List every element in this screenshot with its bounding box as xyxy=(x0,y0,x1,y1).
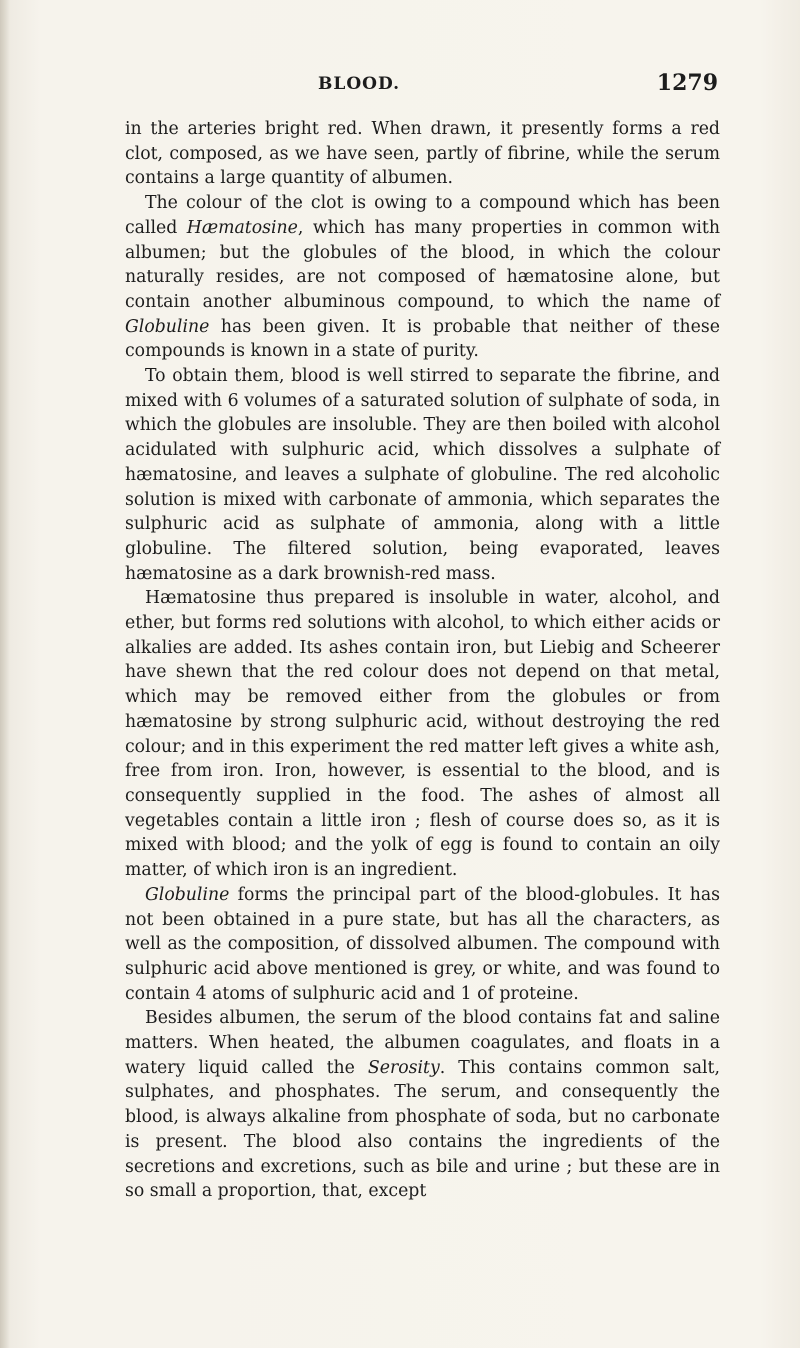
paragraph xyxy=(125,117,720,191)
page-number: 1279 xyxy=(656,70,718,96)
term-globuline: Globuline xyxy=(125,316,210,337)
body-text xyxy=(125,117,720,1204)
page-header xyxy=(120,70,718,104)
term-haematosine: Hæmatosine xyxy=(186,217,298,238)
paragraph xyxy=(125,1006,720,1204)
text-run: To obtain them, blood is well stirred to separate the fibrine, and mixed with 6 volumes of a saturated solution of sulphate of soda, in which the globules are insoluble. They are then boiled with alcohol acidulated with sulphuric acid, which dissolves a sulphate of hæmatosine, and leaves a sulphate of globuline. The red alcoholic solution is mixed with carbonate of ammonia, which separates the sulphuric acid as sulphate of ammonia, along with a little globuline. The filtered solution, being evaporated, leaves hæmatosine as a dark brownish-red mass. xyxy=(125,366,720,584)
term-globuline: Globuline xyxy=(145,884,230,905)
text-run: , which has many properties in common with albumen; but the globules of the blood, in which the colour naturally resides, are not composed of hæmatosine alone, but contain another albuminous compound, to which the name of xyxy=(125,217,720,312)
text-run: in the arteries bright red. When drawn, it presently forms a red clot, composed, as we have seen, partly of fibrine, while the serum contains a large quantity of albumen. xyxy=(125,119,720,189)
paragraph xyxy=(125,191,720,364)
paragraph xyxy=(125,586,720,882)
text-run: Besides albumen, the serum of the blood contains fat and saline matters. When heated, the albumen coagulates, and floats in a watery liquid called the xyxy=(125,1008,720,1078)
term-serosity: Serosity xyxy=(367,1057,440,1078)
running-title: BLOOD. xyxy=(318,74,400,94)
text-run: The colour of the clot is owing to a compound which has been called xyxy=(125,193,720,238)
paragraph xyxy=(125,364,720,586)
text-run: has been given. It is probable that neither of these compounds is known in a state of purity. xyxy=(125,316,720,362)
text-run: Hæmatosine thus prepared is insoluble in water, alcohol, and ether, but forms red solutions with alcohol, to which either acids or alkalies are added. Its ashes contain iron, but Liebig and Scheerer have shewn that the red colour does not depend on that metal, which may be removed either from the globules or from hæmatosine by strong sulphuric acid, without destroying the red colour; and in this experiment the red matter left gives a white ash, free from iron. Iron, however, is essential to the blood, and is consequently supplied in the food. The ashes of almost all vegetables contain a little iron ; flesh of course does so, as it is mixed with blood; and the yolk of egg is found to contain an oily matter, of which iron is an ingredient. xyxy=(125,588,720,881)
text-run: forms the principal part of the blood-globules. It has not been obtained in a pure state, but has all the characters, as well as the composition, of dissolved albumen. The compound with sulphuric acid above mentioned is grey, or white, and was found to contain 4 atoms of sulphuric acid and 1 of proteine. xyxy=(125,884,720,1004)
binding-shadow xyxy=(0,0,10,1348)
paragraph xyxy=(125,883,720,1007)
text-run: . This contains common salt, sulphates, and phosphates. The serum, and consequently the blood, is always alkaline from phosphate of soda, but no carbonate is present. The blood also contains the ingredients of the secretions and excretions, such as bile and urine ; but these are in so small a proportion, that, except xyxy=(125,1057,720,1202)
